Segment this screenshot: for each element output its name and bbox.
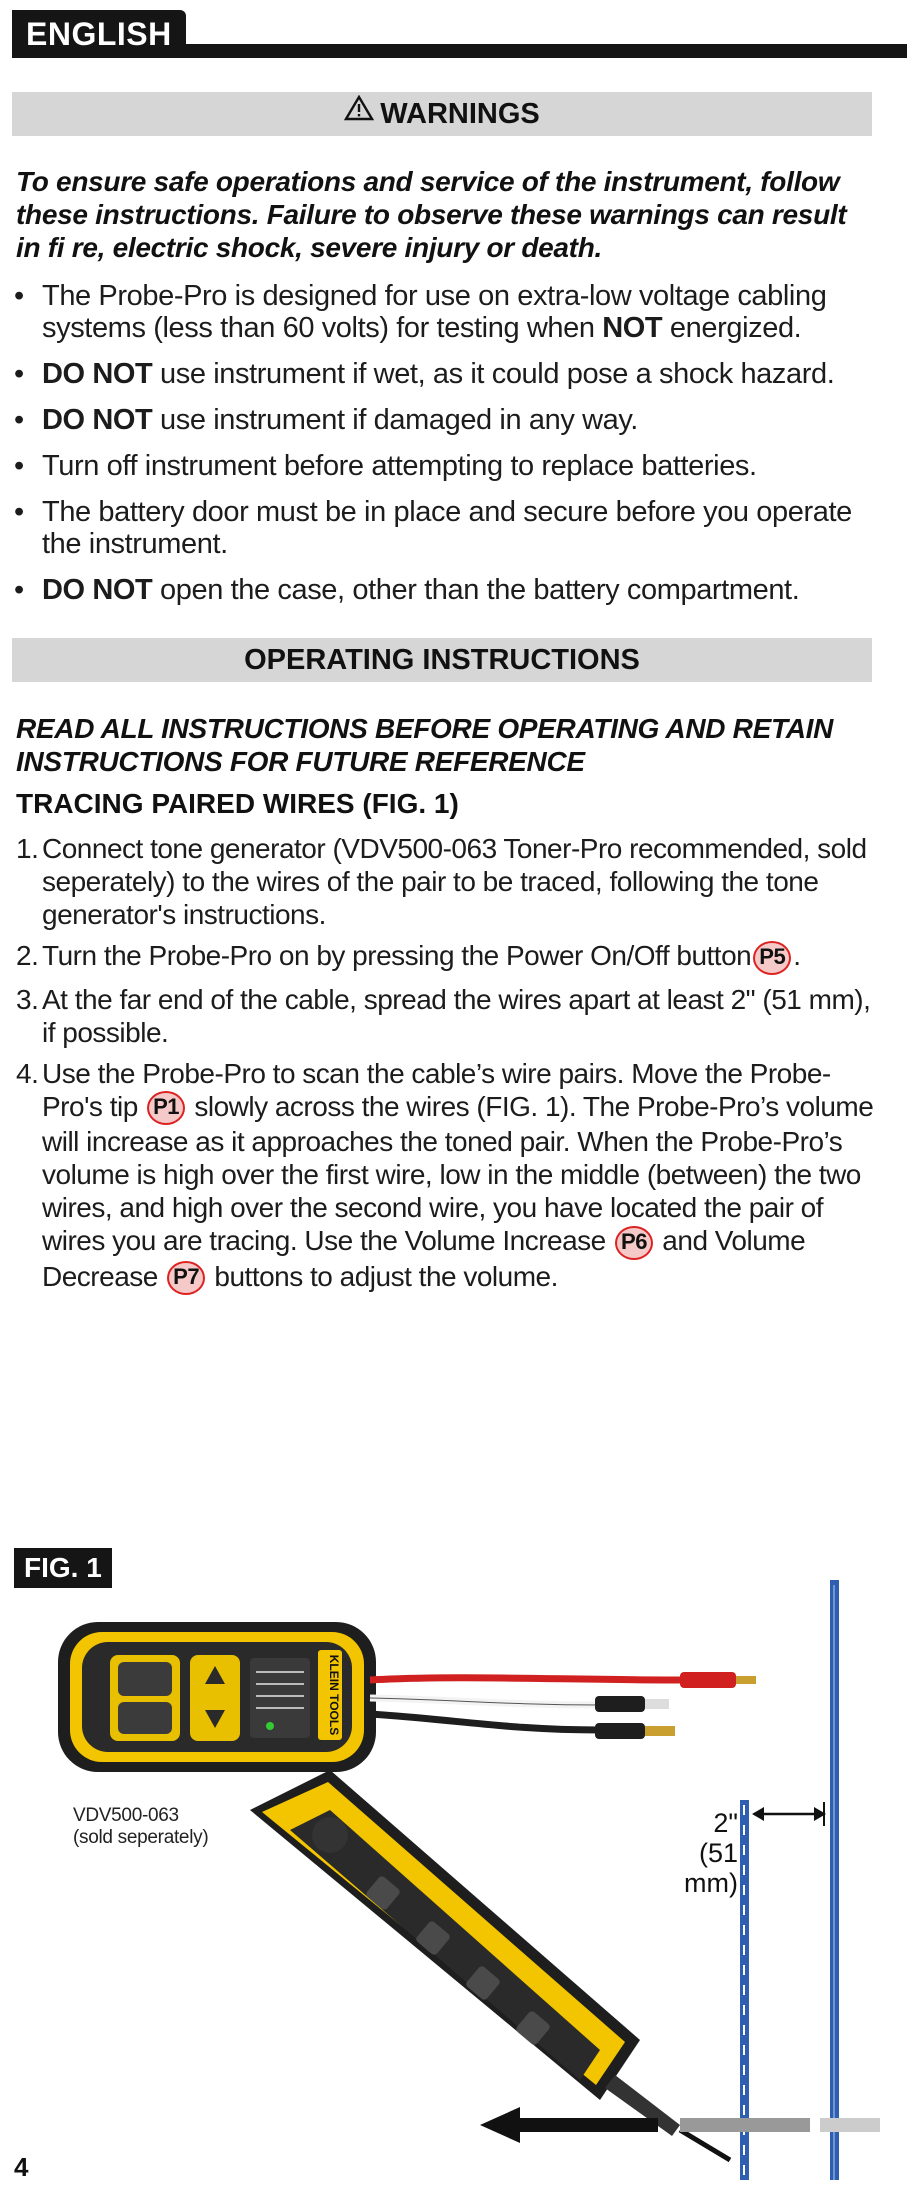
language-header xyxy=(12,10,907,60)
list-item: • Turn off instrument before attempting to replace batteries. xyxy=(14,450,757,482)
warning-triangle-icon xyxy=(344,90,374,134)
warnings-title: WARNINGS xyxy=(380,98,540,130)
list-item: • DO NOT open the case, other than the battery compartment. xyxy=(14,574,800,606)
p1-badge: P1 xyxy=(147,1091,185,1125)
p6-badge: P6 xyxy=(615,1226,653,1260)
dimension-arrow-icon xyxy=(752,1802,826,1826)
figure-label: FIG. 1 xyxy=(14,1548,112,1588)
list-item: • The Probe-Pro is designed for use on extra-low voltage cabling systems (less than 60 volts) for testing when NOT energized. xyxy=(14,280,827,344)
steps-list xyxy=(16,832,876,1303)
toner-caption: VDV500-063 (sold seperately) xyxy=(73,1805,209,1848)
operating-title: OPERATING INSTRUCTIONS xyxy=(244,644,640,676)
step-item: 4. Use the Probe-Pro to scan the cable’s wire pairs. Move the Probe-Pro's tip P1 slowly across the wires (FIG. 1). The Probe-Pro’s volume will increase as it approaches the toned pair. When the Probe-Pro’s volume is high over the first wire, low in the middle (between) the two wires, and high over the second wire, you have located the pair of wires you are tracing. Use the Volume Increase P6 and Volume Decrease P7 buttons to adjust the volume. xyxy=(16,1057,876,1296)
page-number: 4 xyxy=(14,2152,29,2182)
motion-arrow-icon xyxy=(480,2107,880,2143)
p5-badge: P5 xyxy=(753,941,791,975)
wire-pair-illustration xyxy=(740,1580,839,2180)
step-item: 2. Turn the Probe-Pro on by pressing the Power On/Off button P5 . xyxy=(16,939,876,975)
svg-text:KLEIN TOOLS: KLEIN TOOLS xyxy=(327,1654,341,1736)
warnings-intro: To ensure safe operations and service of the instrument, follow these instructions. Failure to observe these warnings can result in fi re, electric shock, severe injury or death. xyxy=(16,166,847,263)
warnings-section-bar xyxy=(12,92,872,136)
dimension-label: 2" (51 mm) xyxy=(684,1808,738,1898)
warnings-list xyxy=(10,280,870,620)
toner-leads-illustration xyxy=(370,1672,756,1739)
operating-intro: READ ALL INSTRUCTIONS BEFORE OPERATING AND RETAIN INSTRUCTIONS FOR FUTURE REFERENCE xyxy=(16,713,834,777)
figure-illustration xyxy=(40,1580,890,2180)
list-item: • DO NOT use instrument if wet, as it could pose a shock hazard. xyxy=(14,358,835,390)
tracing-subheading: TRACING PAIRED WIRES (FIG. 1) xyxy=(16,788,459,819)
toner-device-icon xyxy=(58,1622,376,1772)
p7-badge: P7 xyxy=(167,1261,205,1295)
operating-section-bar xyxy=(12,638,872,682)
list-item: • DO NOT use instrument if damaged in any way. xyxy=(14,404,638,436)
language-tab: ENGLISH xyxy=(12,10,186,58)
step-item: 3. At the far end of the cable, spread the wires apart at least 2" (51 mm), if possible. xyxy=(16,983,871,1048)
list-item: • The battery door must be in place and secure before you operate the instrument. xyxy=(14,496,852,560)
step-item: 1. Connect tone generator (VDV500-063 Toner-Pro recommended, sold seperately) to the wires of the pair to be traced, following the tone generator's instructions. xyxy=(16,833,867,930)
